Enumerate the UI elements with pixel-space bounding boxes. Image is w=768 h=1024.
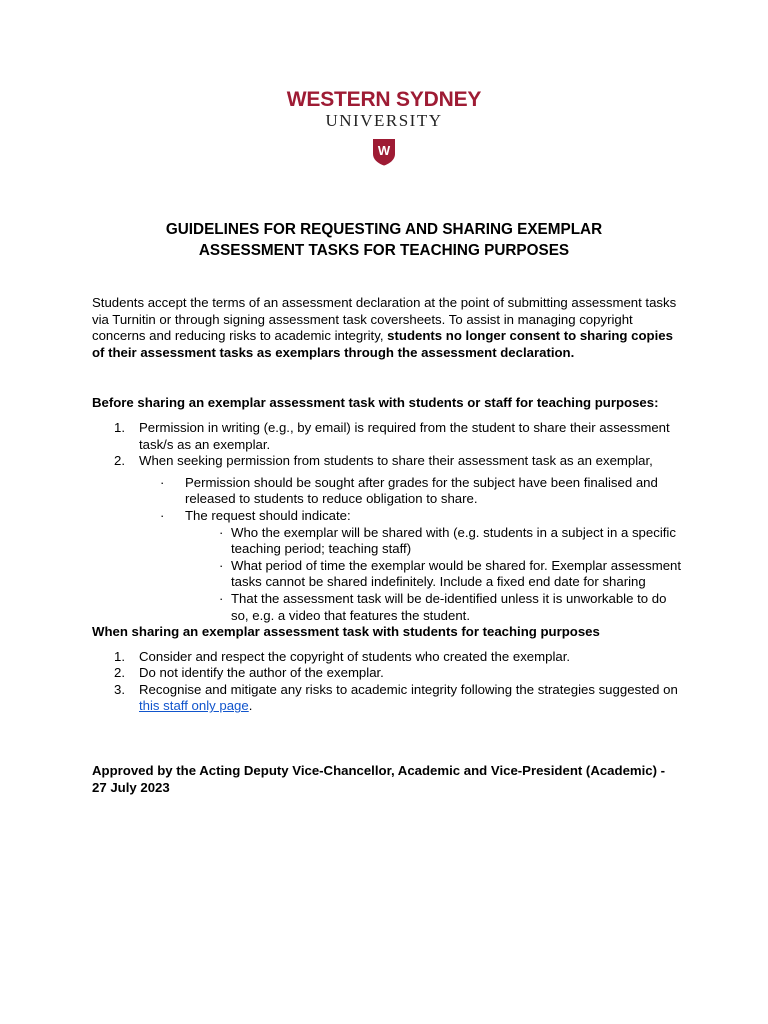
nested-list-item-text: That the assessment task will be de-identified unless it is unworkable to do so, e.g. a video that features the student. — [231, 590, 667, 623]
shield-letter: W — [377, 143, 391, 158]
nested-list-item — [185, 525, 682, 558]
document-body — [92, 295, 682, 796]
section-2-list — [92, 649, 682, 715]
list-item-text: Permission in writing (e.g., by email) is required from the student to share their assessment task/s as an exemplar. — [139, 419, 670, 452]
list-item — [92, 649, 682, 666]
logo-wordmark-university: UNIVERSITY — [325, 111, 443, 130]
list-item-text-end: . — [248, 698, 253, 714]
sub-list-item — [139, 508, 682, 624]
sub-list-item-text: Permission should be sought after grades for the subject have been finalised and released to students to reduce obligation to share. — [185, 474, 658, 507]
section-1-list — [92, 420, 682, 624]
intro-bold-text: students no longer consent to sharing copies of their assessment tasks as exemplars through the assessment declaration. — [92, 328, 673, 360]
shield-icon — [372, 138, 396, 166]
sub-list-item-text: The request should indicate: — [185, 507, 351, 523]
bullet-icon: · — [219, 557, 224, 573]
list-number: 2. — [114, 453, 125, 469]
page-title — [60, 219, 708, 261]
staff-only-page-link[interactable]: this staff only page — [139, 698, 249, 714]
list-item — [92, 453, 682, 624]
list-item — [92, 420, 682, 453]
list-item — [92, 665, 682, 682]
nested-list-item — [185, 591, 682, 624]
list-number: 3. — [114, 681, 125, 697]
section-1-heading: Before sharing an exemplar assessment task with students or staff for teaching purposes: — [92, 395, 659, 411]
title-line-1: GUIDELINES FOR REQUESTING AND SHARING EXEMPLAR — [165, 221, 603, 238]
list-number: 1. — [114, 648, 125, 664]
sub-list — [139, 475, 682, 624]
nested-sub-list — [185, 525, 682, 625]
approval-statement: Approved by the Acting Deputy Vice-Chancellor, Academic and Vice-President (Academic) - 27 July 2023 — [92, 763, 666, 795]
section-2-heading: When sharing an exemplar assessment task with students for teaching purposes — [92, 624, 600, 640]
nested-list-item-text: What period of time the exemplar would be shared for. Exemplar assessment tasks cannot be shared indefinitely. Include a fixed end date for sharing — [231, 557, 682, 590]
bullet-icon: · — [160, 474, 165, 490]
list-number: 2. — [114, 665, 125, 681]
list-item-text: Consider and respect the copyright of students who created the exemplar. — [139, 648, 571, 664]
sub-list-item — [139, 475, 682, 508]
nested-list-item-text: Who the exemplar will be shared with (e.g. students in a subject in a specific teaching period; teaching staff) — [231, 524, 676, 557]
bullet-icon: · — [219, 524, 224, 540]
list-number: 1. — [114, 419, 125, 435]
bullet-icon: · — [160, 507, 165, 523]
title-line-2: ASSESSMENT TASKS FOR TEACHING PURPOSES — [198, 242, 570, 259]
bullet-icon: · — [219, 590, 224, 606]
intro-paragraph — [92, 295, 682, 361]
intro-text: Students accept the terms of an assessment declaration at the point of submitting assessment tasks via Turnitin or through signing assessment task coversheets. To assist in managing copyright concerns and reducing risks to academic integrity, — [92, 295, 677, 344]
university-logo — [0, 88, 768, 166]
logo-wordmark-western-sydney: WESTERN SYDNEY — [286, 88, 482, 111]
list-item — [92, 682, 682, 715]
list-item-text: Do not identify the author of the exemplar. — [139, 665, 384, 681]
list-item-text: Recognise and mitigate any risks to academic integrity following the strategies suggested on — [139, 681, 678, 697]
nested-list-item — [185, 558, 682, 591]
list-item-text: When seeking permission from students to share their assessment task as an exemplar, — [139, 453, 653, 469]
